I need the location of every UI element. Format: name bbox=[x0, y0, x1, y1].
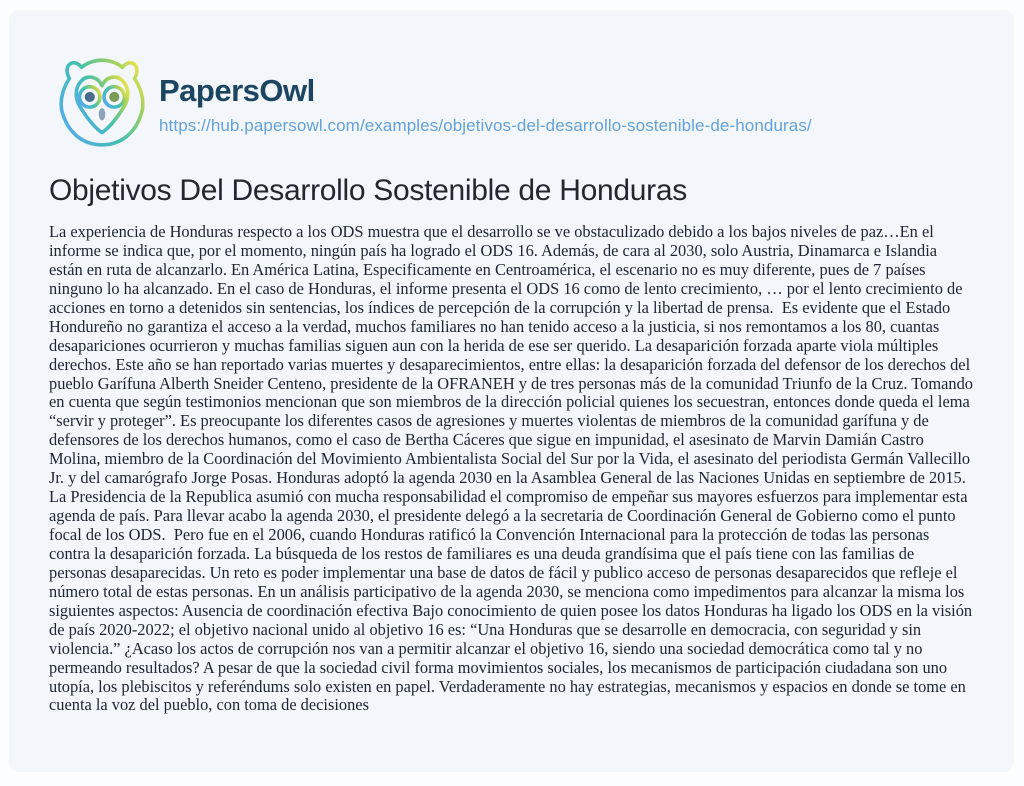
page-title: Objetivos Del Desarrollo Sostenible de Honduras bbox=[49, 174, 687, 207]
page-card bbox=[9, 10, 1014, 772]
brand-block bbox=[159, 66, 812, 136]
essay-body-text: La experiencia de Honduras respecto a los ODS muestra que el desarrollo se ve obstaculizado debido a los bajos niveles de paz…En el informe se indica que, por el momento, ningún país ha logrado el ODS 16. Además, de cara al 2030, solo Austria, Dinamarca e Islandia están en ruta de alcanzarlo. En América Latina, Especificamente en Centroamérica, el escenario no es muy diferente, pues de 7 países ninguno lo ha alcanzado. En el caso de Honduras, el informe presenta el ODS 16 como de lento crecimiento, … por el lento crecimiento de acciones en torno a detenidos sin sentencias, los índices de percepción de la corrupción y la libertad de prensa. Es evidente que el Estado Hondureño no garantiza el acceso a la verdad, muchos familiares no han tenido acceso a la justicia, si nos remontamos a los 80, cuantas desapariciones ocurrieron y muchas familias siguen aun con la herida de ese ser querido. La desaparición forzada aparte viola múltiples derechos. Este año se han reportado varias muertes y desaparecimientos, entre ellas: la desaparición forzada del defensor de los derechos del pueblo Garífuna Alberth Sneider Centeno, presidente de la OFRANEH y de tres personas más de la comunidad Triunfo de la Cruz. Tomando en cuenta que según testimonios mencionan que son miembros de la dirección policial quienes los secuestran, entonces donde queda el lema “servir y proteger”. Es preocupante los diferentes casos de agresiones y muertes violentas de miembros de la comunidad garífuna y de defensores de los derechos humanos, como el caso de Bertha Cáceres que sigue en impunidad, el asesinato de Marvin Damián Castro Molina, miembro de la Coordinación del Movimiento Ambientalista Social del Sur por la Vida, el asesinato del periodista Germán Vallecillo Jr. y del camarógrafo Jorge Posas. Honduras adoptó la agenda 2030 en la Asamblea General de las Naciones Unidas en septiembre de 2015. La Presidencia de la Republica asumió con mucha responsabilidad el compromiso de empeñar sus mayores esfuerzos para implementar esta agenda de país. Para llevar acabo la agenda 2030, el presidente delegó a la secretaria de Coordinación General de Gobierno como el punto focal de los ODS. Pero fue en el 2006, cuando Honduras ratificó la Convención Internacional para la protección de todas las personas contra la desaparición forzada. La búsqueda de los restos de familiares es una deuda grandísima que el país tiene con las familias de personas desaparecidas. Un reto es poder implementar una base de datos de fácil y publico acceso de personas desaparecidos que refleje el número total de estas personas. En un análisis participativo de la agenda 2030, se menciona como impedimentos para alcanzar la misma los siguientes aspectos: Ausencia de coordinación efectiva Bajo conocimiento de quien posee los datos Honduras ha ligado los ODS en la visión de país 2020-2022; el objetivo nacional unido al objetivo 16 es: “Una Honduras que se desarrolle en democracia, con seguridad y sin violencia.” ¿Acaso los actos de corrupción nos van a permitir alcanzar el objetivo 16, siendo una sociedad democrática como tal y no permeando resultados? A pesar de que la sociedad civil forma movimientos sociales, los mecanismos de participación ciudadana son uno utopía, los plebiscitos y referéndums solo existen en papel. Verdaderamente no hay estrategias, mecanismos y espacios en donde se tome en cuenta la voz del pueblo, con toma de decisiones bbox=[49, 222, 978, 715]
site-header bbox=[49, 50, 974, 152]
source-url-link[interactable]: https://hub.papersowl.com/examples/objetivos-del-desarrollo-sostenible-de-honduras/ bbox=[159, 116, 812, 136]
brand-name[interactable]: PapersOwl bbox=[159, 72, 315, 108]
owl-icon bbox=[49, 50, 155, 152]
papersowl-logo[interactable] bbox=[49, 50, 155, 152]
